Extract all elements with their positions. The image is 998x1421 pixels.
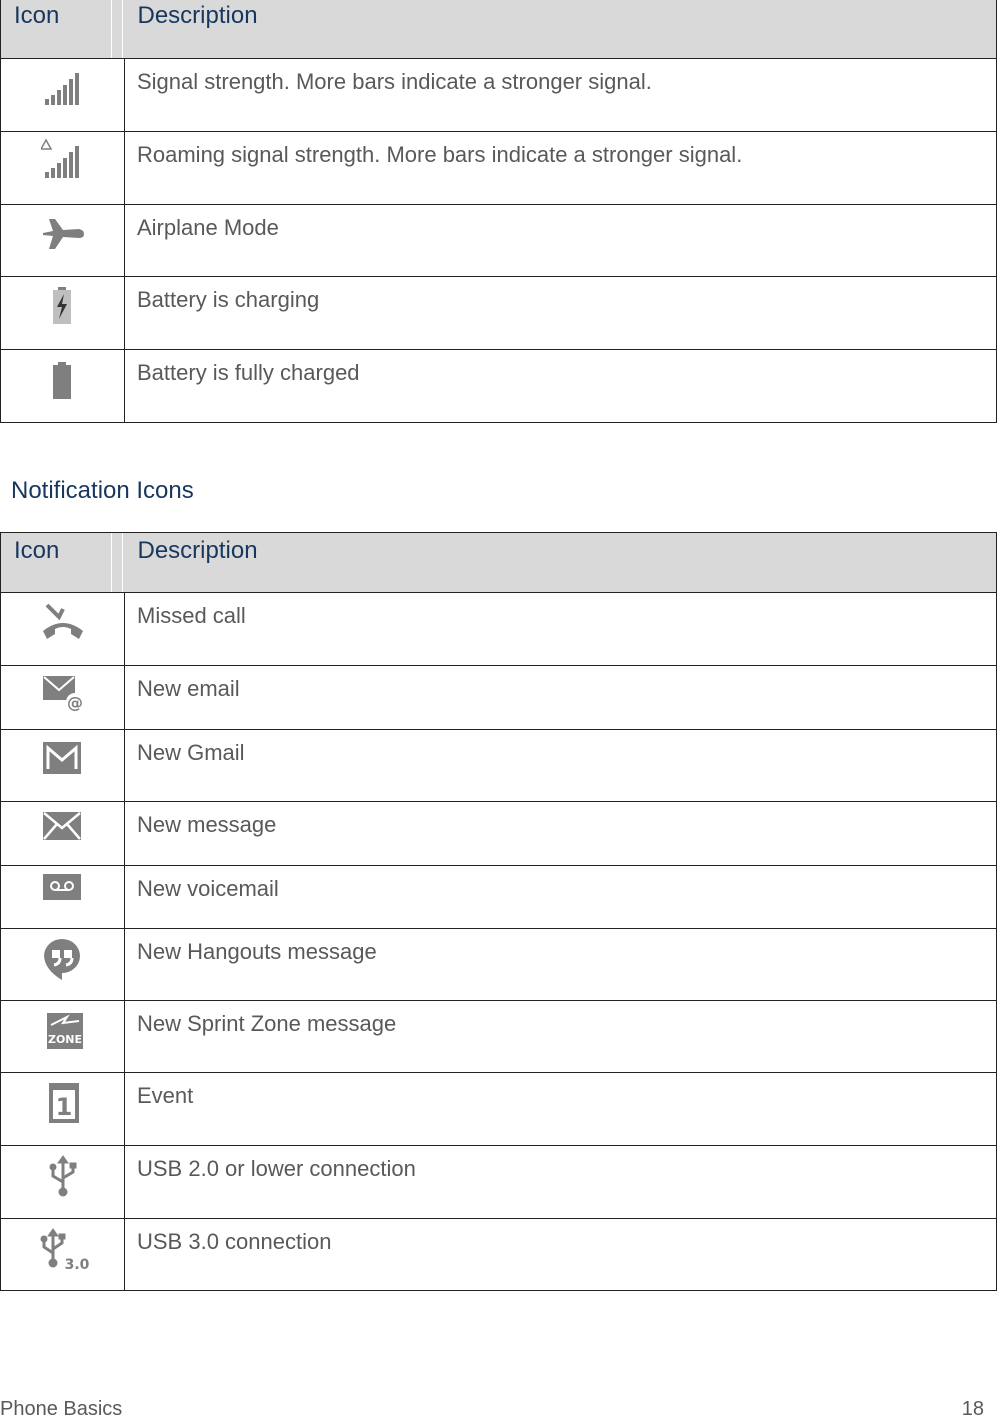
row-description: New Sprint Zone message xyxy=(125,1001,997,1073)
hangouts-icon xyxy=(41,937,85,981)
section-title: Notification Icons xyxy=(11,477,194,504)
row-description: Missed call xyxy=(125,593,997,666)
header-icon-label: Icon xyxy=(14,537,60,564)
table-row xyxy=(1,58,997,131)
header-description-label: Description xyxy=(137,537,258,564)
footer-page-number: 18 xyxy=(961,1398,984,1420)
row-description: Signal strength. More bars indicate a stronger signal. xyxy=(125,58,997,131)
event-icon xyxy=(45,1081,89,1125)
gmail-icon xyxy=(41,738,85,782)
signal-strength-icon xyxy=(41,65,85,109)
table-row xyxy=(1,929,997,1001)
row-description: Airplane Mode xyxy=(125,204,997,276)
event-icon-text: 1 xyxy=(55,1093,73,1121)
table-row xyxy=(1,131,997,204)
row-description: USB 3.0 connection xyxy=(125,1219,997,1291)
table-row xyxy=(1,204,997,276)
row-description: USB 2.0 or lower connection xyxy=(125,1146,997,1219)
row-description: New email xyxy=(125,666,997,730)
usb-3-icon-text: 3.0 xyxy=(64,1257,89,1271)
message-icon xyxy=(41,806,85,850)
row-description: Battery is charging xyxy=(125,276,997,349)
sprint-zone-icon xyxy=(43,1009,87,1053)
table-row xyxy=(1,730,997,802)
battery-full-icon xyxy=(45,358,89,402)
new-email-icon xyxy=(41,670,85,714)
table-row xyxy=(1,1219,997,1291)
footer-section-name: Phone Basics xyxy=(0,1398,123,1420)
table-row xyxy=(1,866,997,929)
airplane-icon xyxy=(41,213,85,257)
row-description: Event xyxy=(125,1073,997,1146)
row-description: New Gmail xyxy=(125,730,997,802)
row-description: New voicemail xyxy=(125,866,997,929)
row-description: New message xyxy=(125,802,997,866)
header-description-label: Description xyxy=(137,2,258,29)
row-description: Roaming signal strength. More bars indicate a stronger signal. xyxy=(125,131,997,204)
voicemail-icon xyxy=(41,868,85,912)
usb-3-icon xyxy=(39,1227,89,1271)
battery-charging-icon xyxy=(45,285,89,329)
notification-icons-table xyxy=(0,532,997,1291)
row-description: Battery is fully charged xyxy=(125,349,997,422)
svg-text:@: @ xyxy=(67,693,83,712)
missed-call-icon xyxy=(41,601,85,645)
table-row xyxy=(1,349,997,422)
sprint-zone-icon-text: ZONE xyxy=(47,1033,83,1046)
table-row xyxy=(1,1146,997,1219)
row-description: New Hangouts message xyxy=(125,929,997,1001)
header-icon-label: Icon xyxy=(14,2,60,29)
table-row xyxy=(1,593,997,666)
usb-icon xyxy=(43,1154,87,1198)
status-icons-table xyxy=(0,0,997,423)
table-header xyxy=(1,0,997,58)
table-row xyxy=(1,802,997,866)
table-row xyxy=(1,276,997,349)
table-row xyxy=(1,1073,997,1146)
table-row xyxy=(1,666,997,730)
table-row xyxy=(1,1001,997,1073)
table-header xyxy=(1,533,997,593)
roaming-signal-icon xyxy=(41,138,85,182)
